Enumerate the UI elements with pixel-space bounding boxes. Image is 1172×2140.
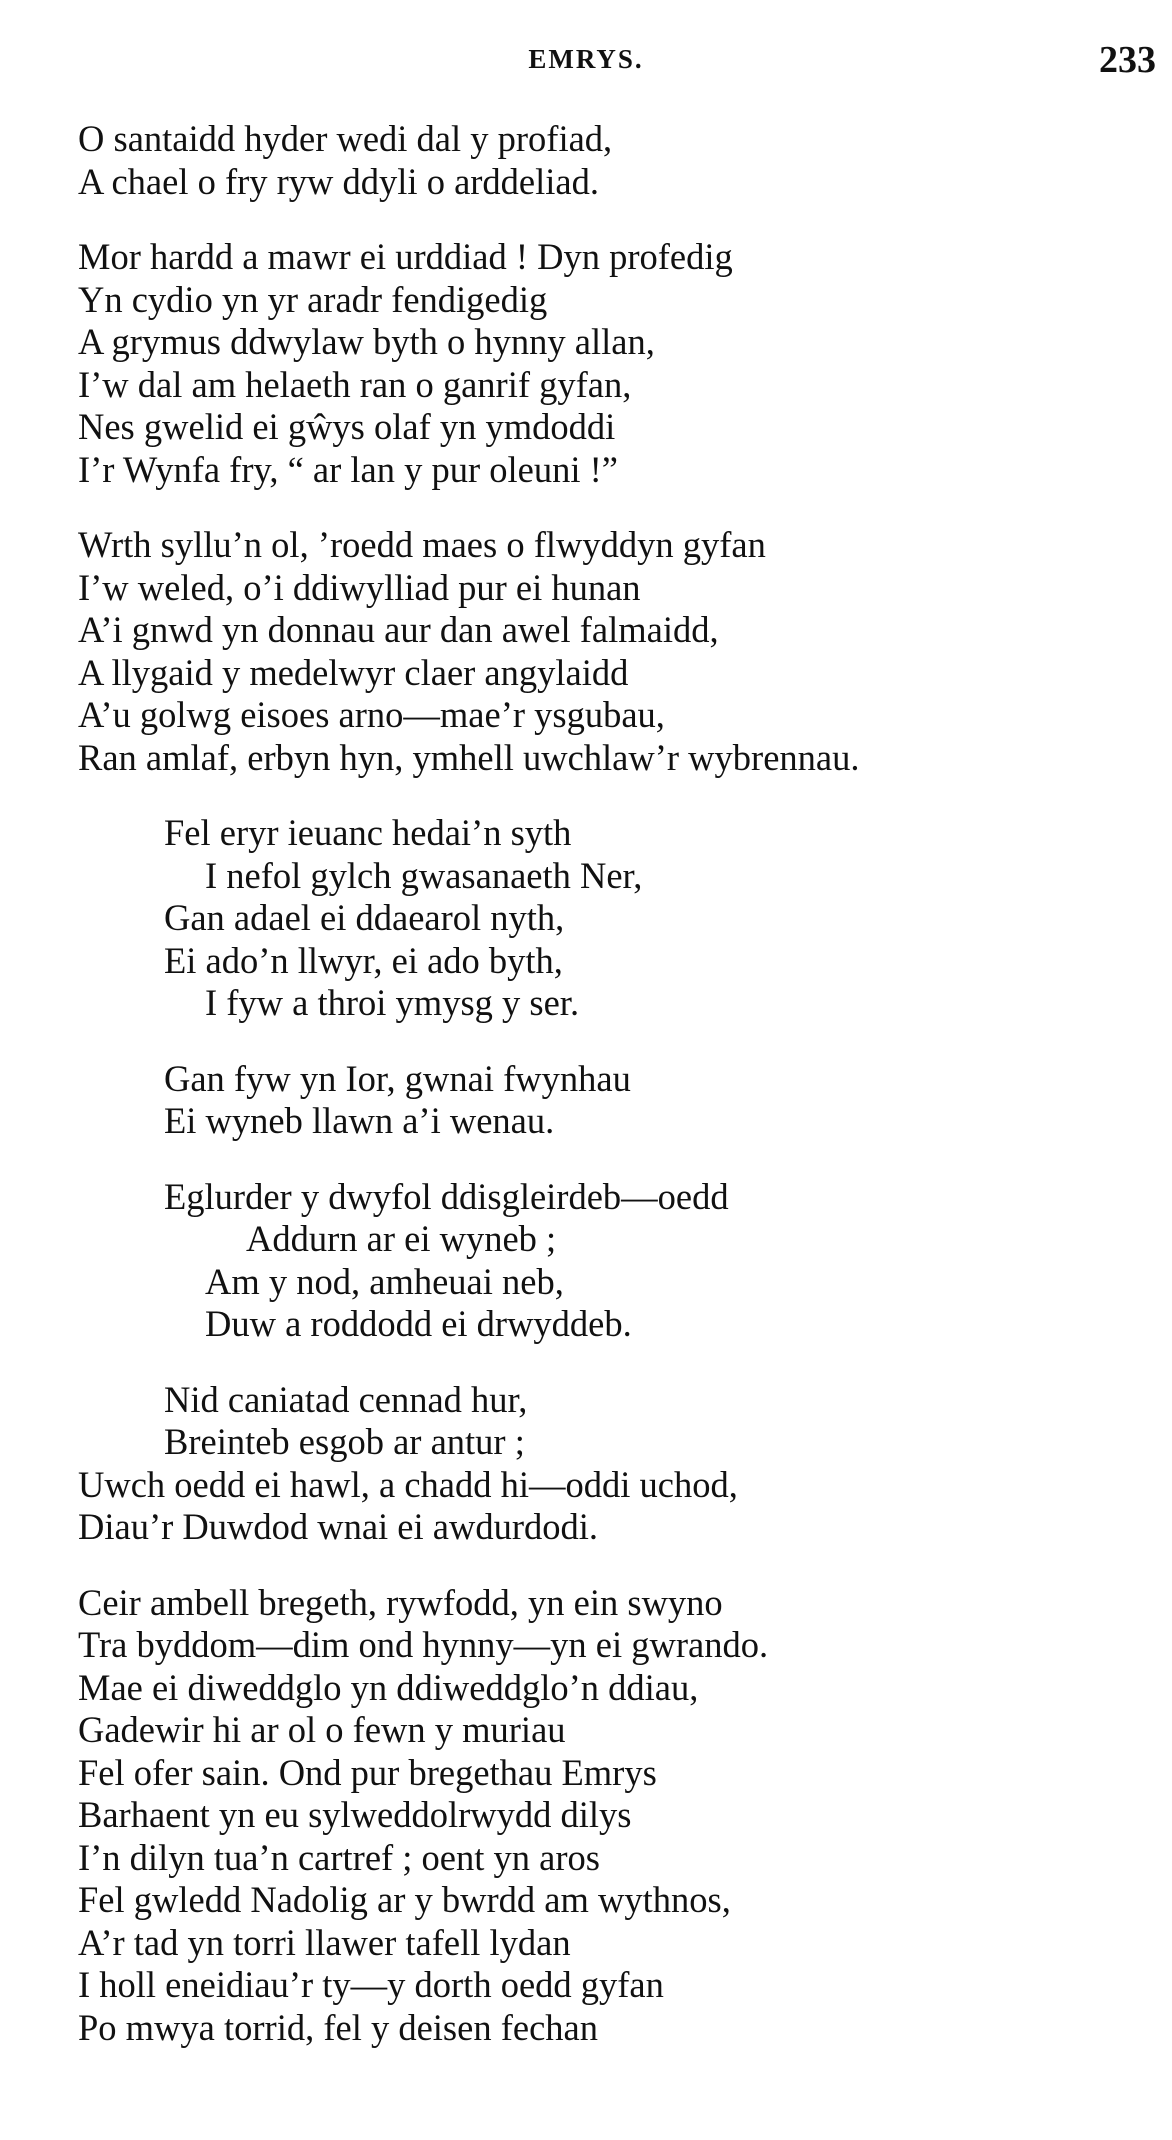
poem-line: Gan adael ei ddaearol nyth, <box>164 897 565 938</box>
poem-line: Fel eryr ieuanc hedai’n syth <box>164 812 572 853</box>
stanza <box>0 236 1172 491</box>
stanza <box>0 524 1172 779</box>
poem-line: I’r Wynfa fry, “ ar lan y pur oleuni !” <box>78 448 618 490</box>
poem-line: Duw a roddodd ei drwyddeb. <box>205 1303 632 1344</box>
poem-line: A llygaid y medelwyr claer angylaidd <box>78 651 629 693</box>
poem-line: Breinteb esgob ar antur ; <box>164 1421 525 1462</box>
poem-line: Am y nod, amheuai neb, <box>205 1260 564 1302</box>
running-head <box>0 38 1172 81</box>
poem-line: Uwch oedd ei hawl, a chadd hi—oddi uchod, <box>78 1463 738 1505</box>
poem-line: Mor hardd a mawr ei urddiad ! Dyn profedig <box>78 236 733 277</box>
poem-line: I fyw a throi ymysg y ser. <box>205 982 580 1023</box>
stanza <box>0 1176 1172 1346</box>
poem-line: Barhaent yn eu sylweddolrwydd dilys <box>78 1794 632 1835</box>
poem-line: Eglurder y dwyfol ddisgleirdeb—oedd <box>164 1175 729 1217</box>
poem-line: Nes gwelid ei gŵys olaf yn ymdoddi <box>78 406 616 447</box>
poem-line: A’u golwg eisoes arno—mae’r ysgubau, <box>78 694 665 735</box>
poem-line: Mae ei diweddglo yn ddiweddglo’n ddiau, <box>78 1666 699 1708</box>
poem-line: Ei ado’n llwyr, ei ado byth, <box>164 939 563 981</box>
running-title: EMRYS. <box>528 44 644 74</box>
stanza <box>0 812 1172 1025</box>
stanza <box>0 1582 1172 2050</box>
stanza <box>0 1058 1172 1143</box>
poem-line: I’w weled, o’i ddiwylliad pur ei hunan <box>78 566 641 608</box>
poem-line: Yn cydio yn yr aradr fendigedig <box>78 278 548 320</box>
poem-line: Ceir ambell bregeth, rywfodd, yn ein swyno <box>78 1581 723 1623</box>
poem-line: I nefol gylch gwasanaeth Ner, <box>205 854 643 896</box>
stanza <box>0 118 1172 203</box>
poem-body <box>0 118 1172 2082</box>
poem-line: Fel gwledd Nadolig ar y bwrdd am wythnos, <box>78 1879 731 1920</box>
poem-line: I holl eneidiau’r ty—y dorth oedd gyfan <box>78 1964 664 2005</box>
poem-line: O santaidd hyder wedi dal y profiad, <box>78 118 613 159</box>
poem-line: A’r tad yn torri llawer tafell lydan <box>78 1921 571 1963</box>
stanza <box>0 1379 1172 1549</box>
poem-line: Ei wyneb llawn a’i wenau. <box>164 1100 555 1141</box>
poem-line: Tra byddom—dim ond hynny—yn ei gwrando. <box>78 1624 769 1665</box>
poem-line: A’i gnwd yn donnau aur dan awel falmaidd, <box>78 609 719 650</box>
poem-line: A chael o fry ryw ddyli o arddeliad. <box>78 160 599 202</box>
poem-line: I’w dal am helaeth ran o ganrif gyfan, <box>78 363 632 405</box>
poem-line: Wrth syllu’n ol, ’roedd maes o flwyddyn gyfan <box>78 524 766 565</box>
poem-line: Fel ofer sain. Ond pur bregethau Emrys <box>78 1751 657 1793</box>
poem-line: Diau’r Duwdod wnai ei awdurdodi. <box>78 1506 599 1547</box>
poem-line: A grymus ddwylaw byth o hynny allan, <box>78 321 655 362</box>
poem-line: Po mwya torrid, fel y deisen fechan <box>78 2006 598 2048</box>
poem-line: Gan fyw yn Ior, gwnai fwynhau <box>164 1057 631 1099</box>
poem-line: Addurn ar ei wyneb ; <box>246 1218 557 1259</box>
page-number: 233 <box>1099 39 1156 81</box>
poem-line: Gadewir hi ar ol o fewn y muriau <box>78 1709 566 1750</box>
poem-line: I’n dilyn tua’n cartref ; oent yn aros <box>78 1836 600 1878</box>
poem-line: Ran amlaf, erbyn hyn, ymhell uwchlaw’r wybrennau. <box>78 736 860 778</box>
poem-line: Nid caniatad cennad hur, <box>164 1378 528 1420</box>
